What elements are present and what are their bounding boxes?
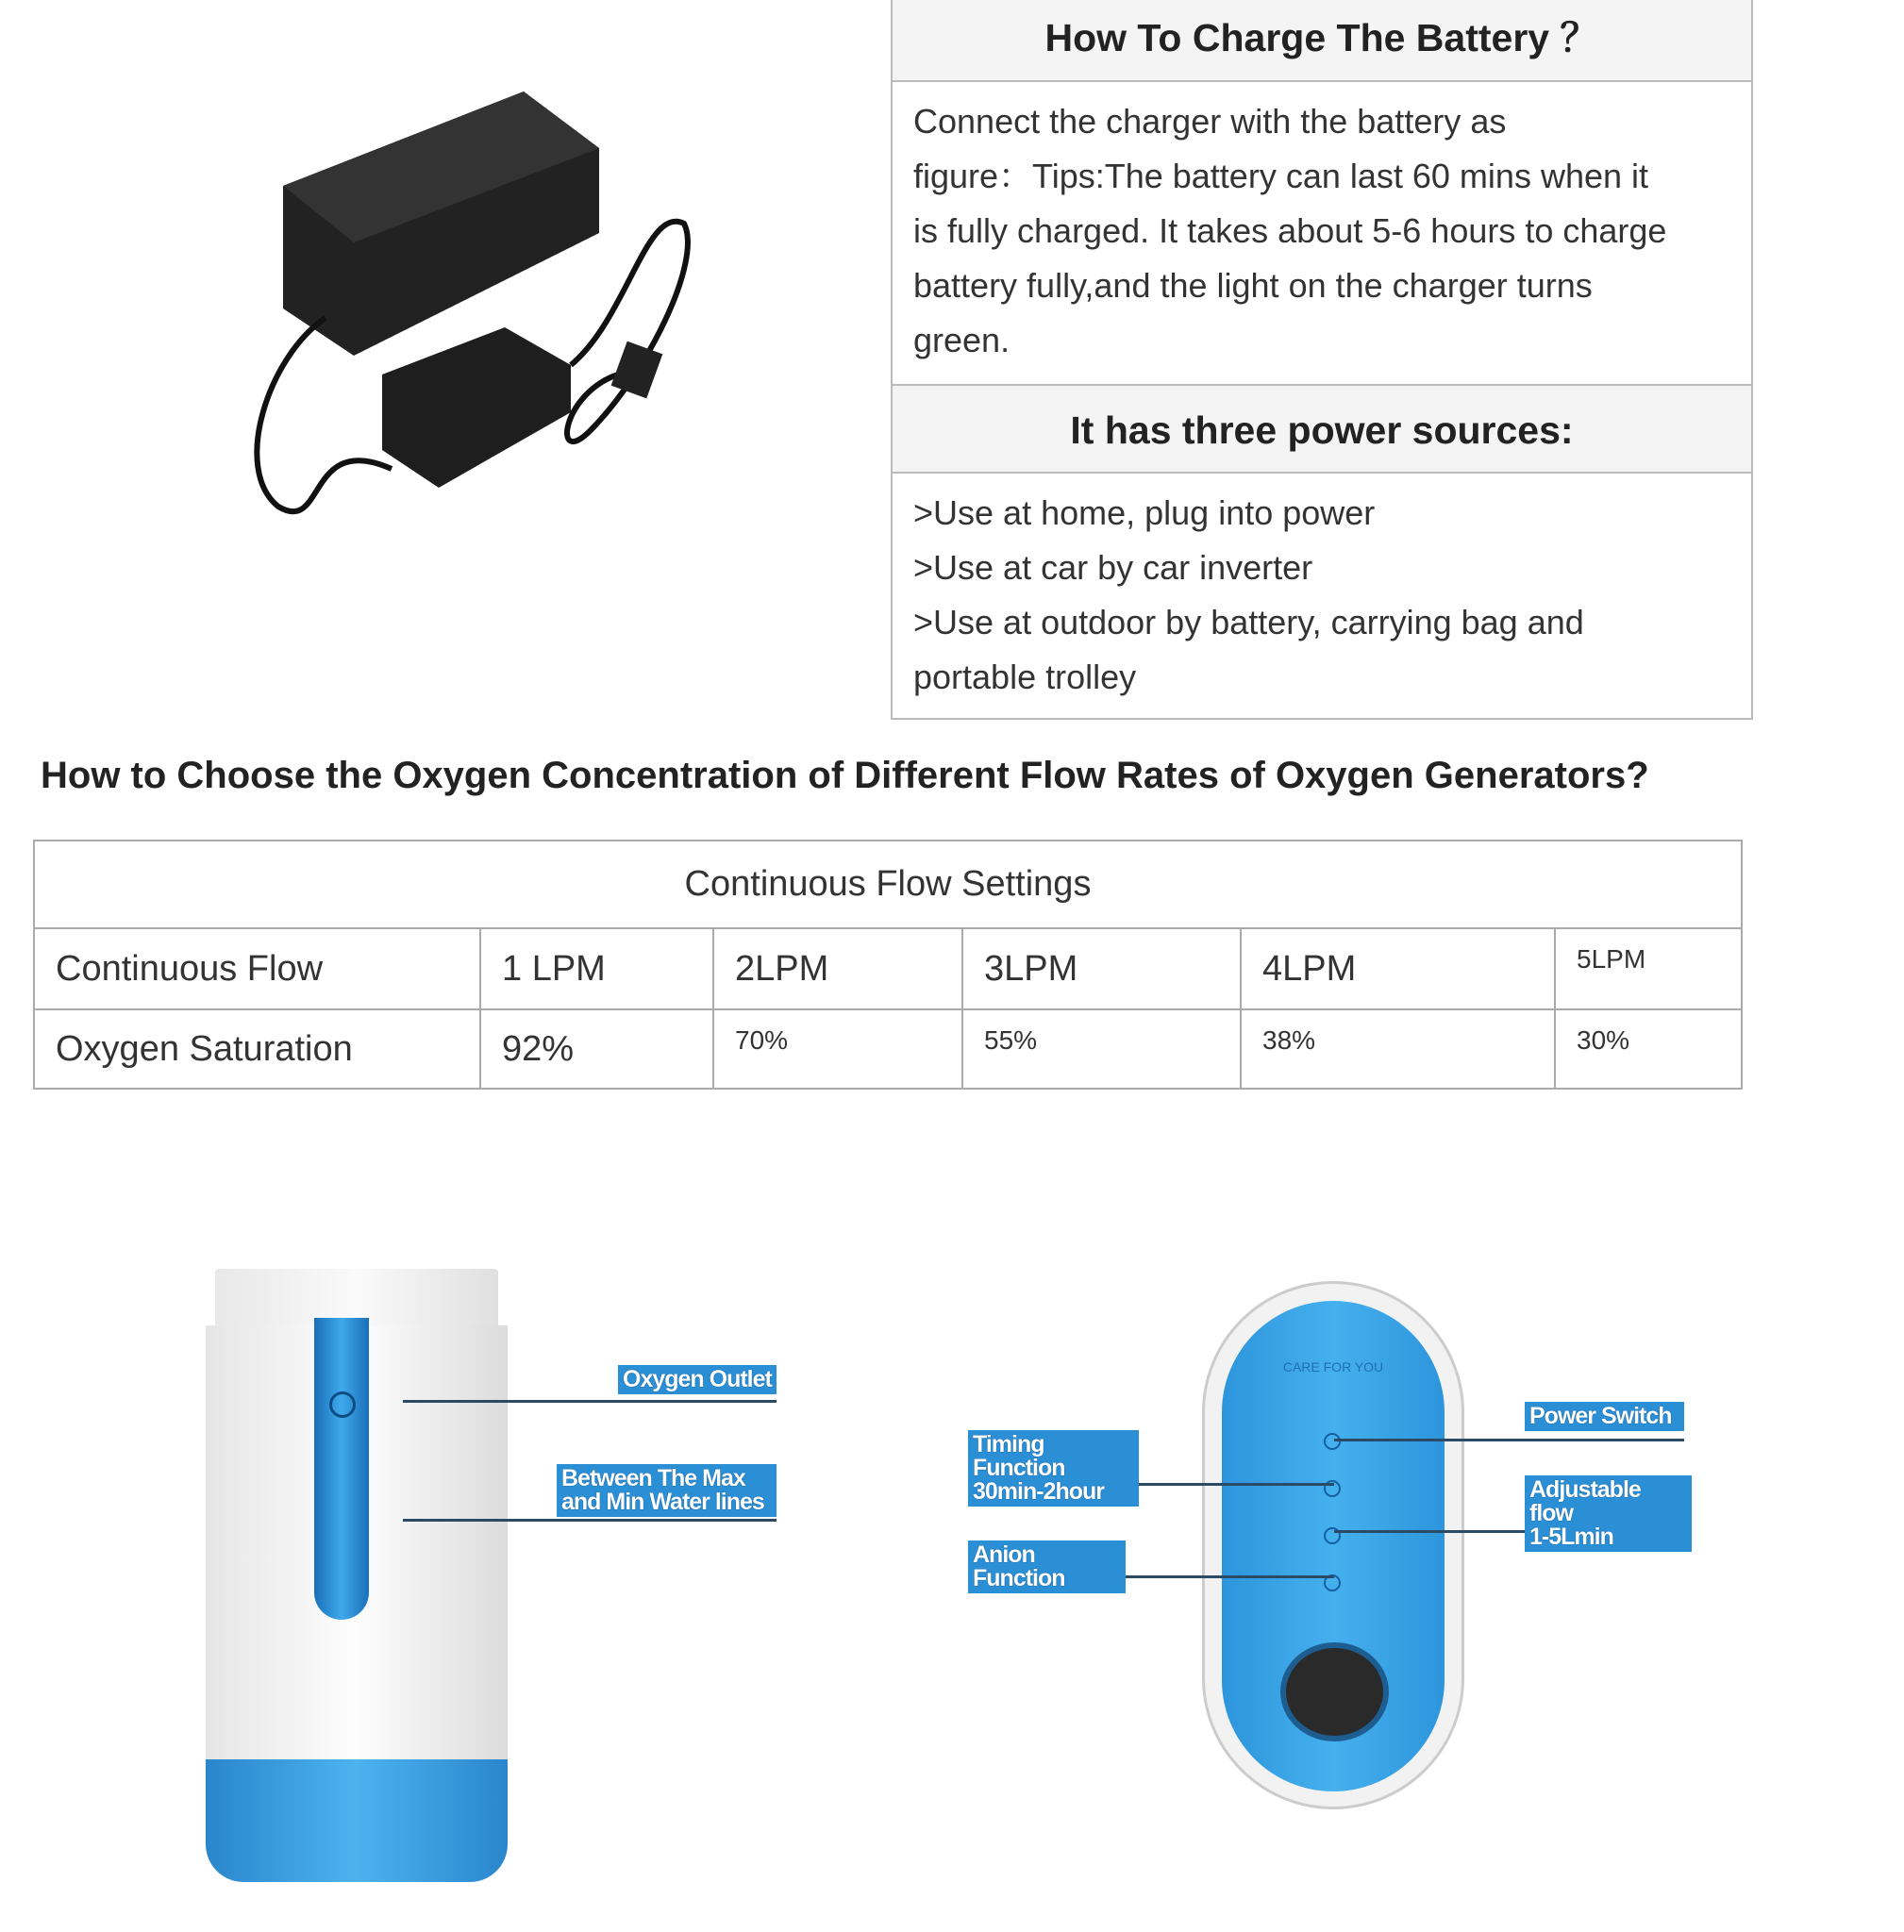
text-line: Connect the charger with the battery as [913, 102, 1507, 141]
power-pointer-line [1334, 1439, 1684, 1441]
flow-settings-table [33, 840, 1743, 1090]
text-line: figure：Tips:The battery can last 60 mins when it [913, 157, 1649, 195]
power-sources-list [913, 486, 1732, 705]
table-cell: 92% [480, 1009, 713, 1089]
table-cell: 3LPM [962, 928, 1241, 1009]
power-switch-label: Power Switch [1525, 1402, 1684, 1431]
label-line: Adjustable flow [1529, 1476, 1641, 1526]
charger-image [250, 92, 712, 544]
table-cell: 5LPM [1555, 928, 1742, 1009]
power-sources-title: It has three power sources: [893, 384, 1751, 474]
brand-text: CARE FOR YOU [1282, 1359, 1384, 1374]
text-line: is fully charged. It takes about 5-6 hours to charge [913, 211, 1667, 250]
outlet-pointer-line [403, 1400, 777, 1403]
display-knob [1280, 1642, 1389, 1741]
table-row [34, 1009, 1742, 1089]
row-header: Continuous Flow [34, 928, 480, 1009]
control-panel-image [1202, 1281, 1464, 1809]
table-cell: 38% [1241, 1009, 1555, 1089]
list-item: >Use at car by car inverter [913, 548, 1313, 587]
battery-info-box [891, 0, 1753, 720]
list-item: >Use at outdoor by battery, carrying bag and [913, 603, 1584, 641]
table-row [34, 928, 1742, 1009]
table-cell: 1 LPM [480, 928, 713, 1009]
table-cell: 30% [1555, 1009, 1742, 1089]
humidifier-image [201, 1269, 512, 1882]
anion-function-label: Anion Function [968, 1541, 1126, 1593]
charge-title: How To Charge The Battery ？ [893, 0, 1751, 82]
table-cell: 70% [713, 1009, 962, 1089]
oxygen-outlet-label: Oxygen Outlet [618, 1365, 777, 1394]
label-line: Between The Max [561, 1465, 745, 1491]
power-button[interactable] [1324, 1433, 1341, 1450]
table-cell: 55% [962, 1009, 1241, 1089]
text-line: battery fully,and the light on the charger turns [913, 266, 1593, 305]
label-line: 1-5Lmin [1529, 1524, 1613, 1550]
row-header: Oxygen Saturation [34, 1009, 480, 1089]
list-item: >Use at home, plug into power [913, 493, 1376, 532]
water-pointer-line [403, 1519, 777, 1522]
label-line: 30min-2hour [973, 1478, 1105, 1505]
table-cell: 2LPM [713, 928, 962, 1009]
table-cell: 4LPM [1241, 928, 1555, 1009]
timing-function-label [968, 1430, 1139, 1507]
label-line: Timing Function [973, 1431, 1065, 1481]
charge-instructions [913, 94, 1732, 368]
text-line: green. [913, 321, 1010, 359]
water-lines-label [557, 1464, 777, 1517]
table-title: Continuous Flow Settings [34, 841, 1742, 928]
section-heading: How to Choose the Oxygen Concentration of Different Flow Rates of Oxygen Generators? [41, 755, 1649, 796]
adjustable-flow-label [1525, 1475, 1692, 1552]
label-line: and Min Water lines [561, 1489, 764, 1515]
list-item: portable trolley [913, 658, 1137, 696]
